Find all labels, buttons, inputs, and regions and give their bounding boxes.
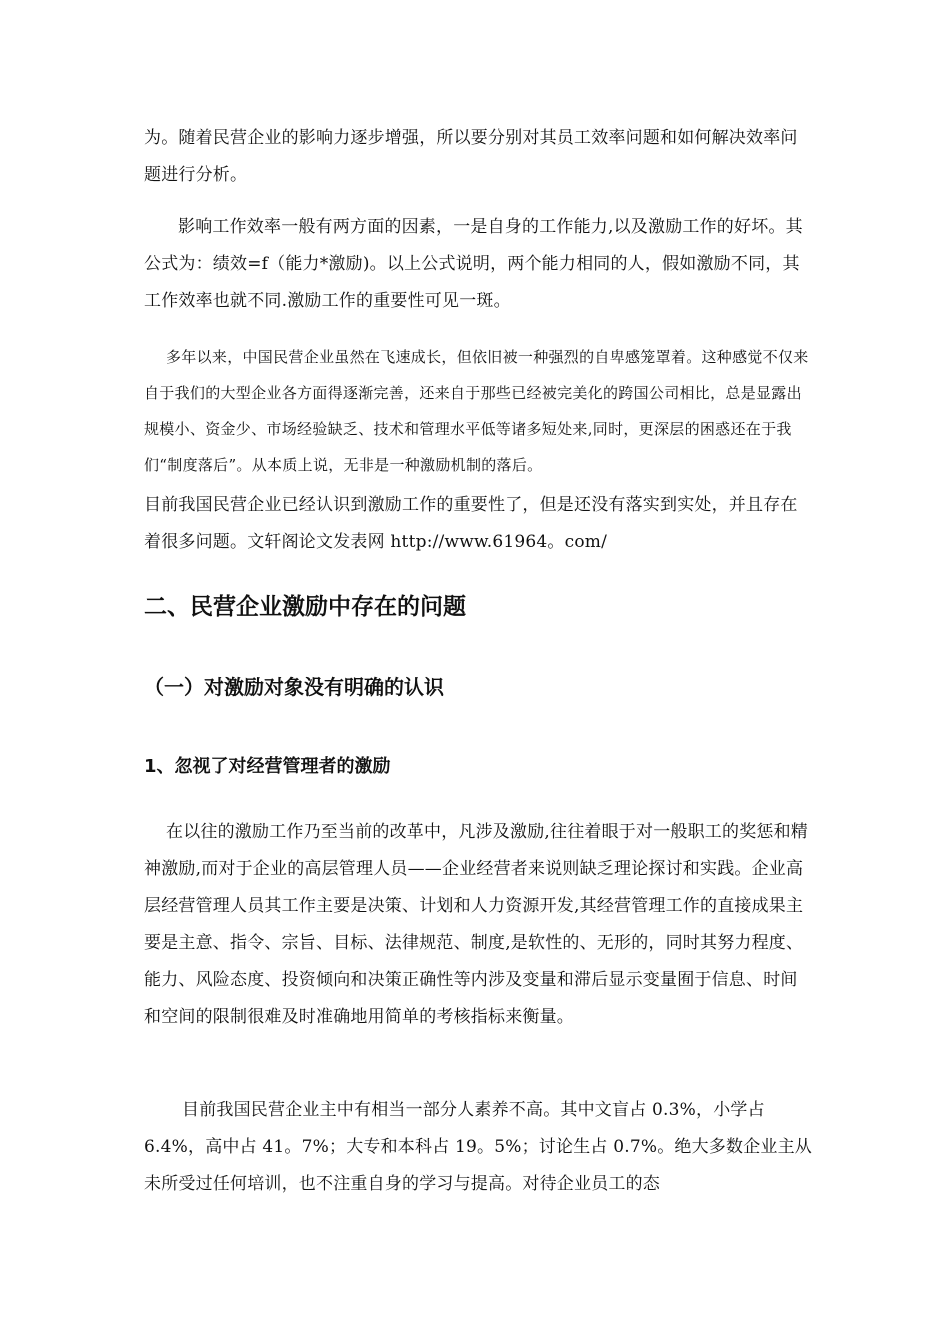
paragraph-current-status: 目前我国民营企业已经认识到激励工作的重要性了，但是还没有落实到实处，并且存在着很多问题。文轩阁论文发表网 http://www.61964。com/ (144, 495, 798, 552)
paragraph-performance-formula: 影响工作效率一般有两方面的因素，一是自身的工作能力,以及激励工作的好坏。其公式为：绩效=f（能力*激励)。以上公式说明，两个能力相同的人，假如激励不同，其工作效率也就不同.激励工作的重要性可见一斑。 (144, 217, 803, 311)
paragraph-owner-education: 目前我国民营企业主中有相当一部分人素养不高。其中文盲占 0.3%，小学占 6.4%，高中占 41。7%；大专和本科占 19。5%；讨论生占 0.7%。绝大多数企业主从未所受过任何培训，也不注重自身的学习与提高。对待企业员工的态 (144, 1100, 812, 1194)
paragraph-inferiority: 多年以来，中国民营企业虽然在飞速成长，但依旧被一种强烈的自卑感笼罩着。这种感觉不仅来自于我们的大型企业各方面得逐渐完善，还来自于那些已经被完美化的跨国公司相比，总是显露出规模小、资金少、市场经验缺乏、技术和管理水平低等诸多短处来,同时，更深层的困惑还在于我们“制度落后”。从本质上说，无非是一种激励机制的落后。 (144, 348, 809, 474)
item-heading: 1、忽视了对经营管理者的激励 (144, 756, 391, 777)
section-heading: 二、民营企业激励中存在的问题 (144, 594, 466, 620)
paragraph-manager-incentive: 在以往的激励工作乃至当前的改革中，凡涉及激励,往往着眼于对一般职工的奖惩和精神激励,而对于企业的高层管理人员——企业经营者来说则缺乏理论探讨和实践。企业高层经营管理人员其工作主要是决策、计划和人力资源开发,其经营管理工作的直接成果主要是主意、指令、宗旨、目标、法律规范、制度,是软性的、无形的，同时其努力程度、能力、风险态度、投资倾向和决策正确性等内涉及变量和滞后显示变量囿于信息、时间和空间的限制很难及时准确地用简单的考核指标来衡量。 (144, 822, 809, 1027)
paragraph-efficiency-intro: 为。随着民营企业的影响力逐步增强，所以要分别对其员工效率问题和如何解决效率问题进行分析。 (144, 128, 798, 185)
subsection-heading: （一）对激励对象没有明确的认识 (144, 675, 444, 699)
